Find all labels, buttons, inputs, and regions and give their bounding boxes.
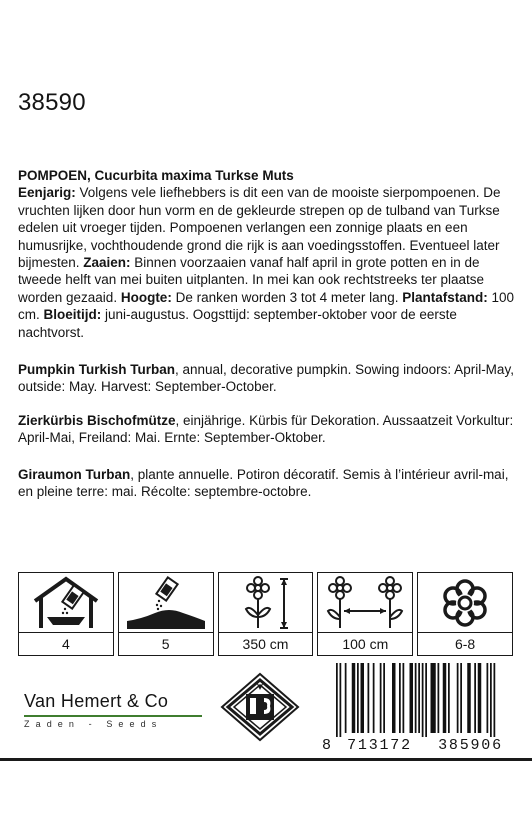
brand-logo-icon	[220, 672, 300, 742]
german-text: , einjährige. Kürbis für Dekoration. Aussaatzeit Vorkultur: April-Mai, Freiland: Mai. Ernte: September-Oktober.	[18, 413, 514, 446]
dutch-text-4: 100 cm.	[18, 289, 515, 323]
barcode-icon	[322, 663, 516, 737]
brand-underline	[24, 715, 202, 717]
dutch-text-2: Binnen voorzaaien vanaf half april in grote potten en in de tweede helft van mei buiten uitplanten. In mei kan ook rechtstreeks ter plaatse worden gezaaid.	[18, 255, 485, 305]
dutch-title: POMPOEN, Cucurbita maxima Turkse Muts	[18, 168, 294, 183]
outdoor-sowing-month: 5	[161, 636, 170, 652]
dutch-text-1: Volgens vele liefhebbers is dit een van de mooiste sierpompoenen. De vruchten lijken door hun vorm en de gekleurde strepen op de tulband van Turkse edelen uit vroeger tijden. Pompoenen verlangen een zonnige plaats en een humusrijke, vochthoudende grond die rijk is aan voedingsstoffen. Eventueel later bijmesten.	[18, 185, 501, 271]
barcode-first-digit: 8	[322, 737, 332, 754]
product-code: 38590	[18, 89, 86, 116]
label-zaaien: Zaaien:	[83, 255, 131, 271]
english-text: , annual, decorative pumpkin. Sowing indoors: April-May, outside: May. Harvest: September-October.	[18, 362, 514, 395]
dutch-text-5: juni-augustus. Oogsttijd: september-oktober voor de eerste nachtvorst.	[18, 307, 457, 340]
english-description	[18, 361, 518, 396]
plant-height-value: 350 cm	[242, 636, 289, 652]
greenhouse-sowing-icon	[21, 575, 111, 631]
plant-spacing-value: 100 cm	[342, 636, 389, 652]
english-title: Pumpkin Turkish Turban	[18, 362, 176, 377]
french-text: , plante annuelle. Potiron décoratif. Semis à l’intérieur avril-mai, en pleine terre: mai. Récolte: septembre-octobre.	[18, 467, 509, 500]
icon-cell-flowering	[417, 572, 513, 656]
german-description	[18, 412, 518, 447]
label-hoogte: Hoogte:	[120, 289, 172, 305]
french-title: Giraumon Turban	[18, 467, 131, 482]
brand-block	[24, 691, 214, 729]
label-bloeitijd: Bloeitijd:	[43, 307, 102, 323]
french-description	[18, 466, 518, 501]
icon-cell-outdoor	[118, 572, 214, 656]
brand-subtitle: Zaden - Seeds	[24, 719, 163, 729]
outdoor-sowing-icon	[121, 575, 211, 631]
cultivation-icon-strip	[18, 572, 513, 656]
icon-cell-height	[218, 572, 314, 656]
icon-cell-spacing	[317, 572, 413, 656]
label-plantafstand: Plantafstand:	[402, 289, 488, 305]
plant-height-icon	[220, 575, 310, 631]
german-title: Zierkürbis Bischofmütze	[18, 413, 176, 428]
barcode-group-left: 713172	[347, 737, 412, 754]
brand-name: Van Hemert & Co	[24, 691, 169, 711]
greenhouse-sowing-month: 4	[62, 636, 70, 652]
barcode-number	[322, 737, 516, 754]
plant-spacing-icon	[320, 575, 410, 631]
icon-cell-greenhouse	[18, 572, 114, 656]
dutch-text-3: De ranken worden 3 tot 4 meter lang.	[171, 289, 403, 305]
dutch-description	[18, 167, 518, 341]
bottom-rule	[0, 758, 532, 761]
flower-icon	[420, 575, 510, 631]
barcode-group-right: 385906	[438, 737, 503, 754]
label-eenjarig: Eenjarig:	[18, 185, 76, 201]
flowering-months: 6-8	[454, 636, 476, 652]
